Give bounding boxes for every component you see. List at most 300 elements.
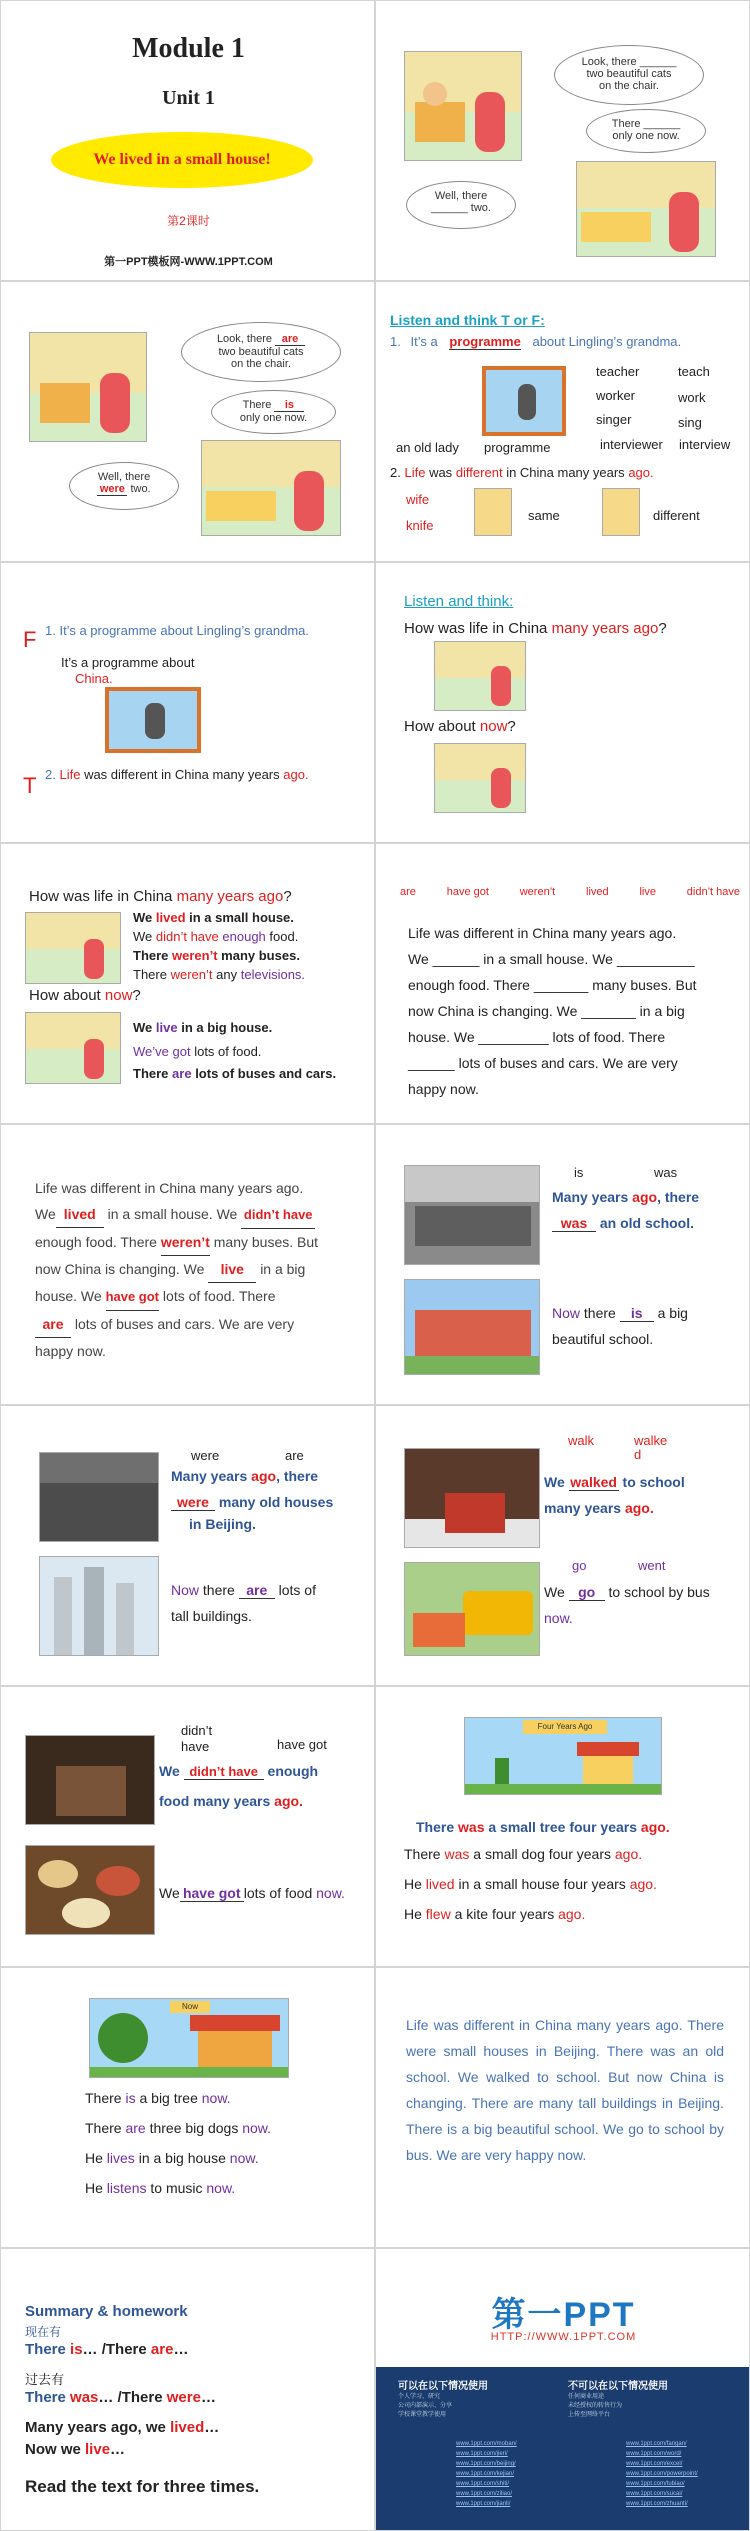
answer-didnt-have-food: didn’t have (184, 1765, 264, 1780)
four-years-picture (464, 1717, 662, 1795)
think-picture-2 (434, 743, 526, 813)
think-pic2-wall (435, 744, 526, 780)
word-bank (400, 886, 740, 898)
allowed-item-1: 个人学习、研究 (398, 2394, 441, 2400)
present-l1-a: There (85, 2090, 122, 2106)
four-years-label: Four Years Ago (537, 1722, 593, 1731)
link-right-1[interactable]: www.1ppt.com/fangan/ (626, 2441, 687, 2447)
summary-cn-2: 过去有 (25, 2372, 65, 2387)
summary-l1-there: There (25, 2341, 66, 2358)
fill-paragraph (408, 920, 733, 1102)
then-l3-c: many buses. (221, 948, 300, 963)
food-line-2 (159, 1793, 303, 1809)
denied-item-3: 上传至网络平台 (568, 2412, 611, 2418)
now-grass (90, 2067, 289, 2078)
then-l4-d: televisions. (240, 967, 306, 982)
answer-line-6a: lots of buses and cars. We are very (74, 1316, 295, 1332)
now-l1-a: We (133, 1020, 153, 1035)
word-didnt-have: didn’t have (181, 1723, 213, 1754)
tf-correction: It’s a programme about (61, 655, 195, 670)
slide-walk-go (375, 1405, 750, 1686)
then-l2-c: enough (222, 929, 266, 944)
school-line-3 (552, 1305, 688, 1322)
think-q1-c: ? (658, 620, 667, 637)
answer-line-3a: enough food. There (35, 1234, 157, 1250)
present-l4-c: to music (150, 2180, 203, 2196)
answer-were-beijing: were (171, 1494, 215, 1511)
present-l2-a: There (85, 2120, 122, 2136)
then-l1-c: in a small house. (189, 910, 294, 925)
summary-l1-e: … (173, 2341, 189, 2358)
word-different: different (653, 508, 700, 523)
tf-tv-picture (105, 687, 201, 753)
beijing-line-3: in Beijing. (189, 1516, 256, 1532)
answer-bubble-2 (211, 390, 336, 434)
answer-line-2b: in a small house. We (107, 1206, 238, 1222)
q2-life: Life (404, 465, 426, 480)
food-l3-we: We (159, 1885, 180, 1901)
cartoon-cat (423, 82, 447, 106)
ago-l2-a: There (404, 1846, 441, 1862)
new-school-ground (405, 1356, 540, 1375)
answer-bubble3-text: two. (130, 483, 151, 495)
think-q2 (404, 718, 516, 735)
word-bank-live: live (639, 886, 656, 898)
beijing-line-2 (171, 1494, 333, 1511)
think-q1-a: How was life in China (404, 620, 548, 637)
ago-l2-ago: ago. (614, 1846, 643, 1862)
school-line-1 (552, 1189, 699, 1205)
usage-allowed-list (398, 2393, 452, 2420)
go-l1-we: We (544, 1584, 565, 1600)
tf-q1: 1. It’s a programme about Lingling’s grandma. (45, 623, 310, 638)
summary-l3-a: Many years ago, we (25, 2419, 166, 2436)
word-bank-didnt-have: didn’t have (686, 886, 740, 898)
module-title: Module 1 (132, 33, 245, 64)
word-are: are (285, 1448, 304, 1463)
tf-q2 (45, 767, 309, 782)
fill-line-5: house. We _________ lots of food. There (408, 1029, 666, 1045)
cartoon-bed (581, 212, 651, 242)
word-were: were (191, 1448, 220, 1463)
now-l2-b: lots of food. (194, 1044, 262, 1059)
link-left-2[interactable]: www.1ppt.com/jieri/ (456, 2451, 508, 2457)
present-line-4 (85, 2180, 235, 2196)
ago-line-3 (404, 1876, 657, 1892)
school-l1-c: , there (657, 1189, 700, 1205)
tower-2 (84, 1567, 104, 1656)
answer-didnt-have: didn’t have (241, 1202, 315, 1229)
food-l1-we: We (159, 1763, 180, 1779)
school-l1-a: Many years (552, 1189, 629, 1205)
present-line-3 (85, 2150, 259, 2166)
then-l1-a: We (133, 910, 153, 925)
summary-l2-c: … /There (98, 2389, 163, 2406)
answer-line-5a: house. We (35, 1288, 102, 1304)
ago-l4-a: He (404, 1906, 422, 1922)
slide-fill-blanks (375, 843, 750, 1124)
teacher-text: teacher (596, 364, 640, 379)
link-left-6[interactable]: www.1ppt.com/ziliao/ (456, 2491, 513, 2497)
slide-tf-answers (0, 562, 375, 843)
answer-bubble1-line1 (192, 333, 330, 346)
slide-fill-answers (0, 1124, 375, 1405)
slide-beijing (0, 1405, 375, 1686)
bubble1-line3: on the chair. (599, 80, 659, 92)
answer-was: was (552, 1215, 596, 1232)
beijing-l1-c: , there (276, 1468, 319, 1484)
tf-q2-life: Life (59, 767, 81, 782)
tv-picture (482, 366, 566, 436)
tv-presenter (518, 384, 536, 420)
allowed-item-2: 公司内部演示、分享 (398, 2403, 453, 2409)
ago-l4-ago: ago. (558, 1906, 586, 1922)
bubble1-line2: two beautiful cats (586, 68, 672, 80)
slide-listen-think (375, 562, 750, 843)
beijing-l4-now: Now (171, 1582, 200, 1598)
now-question (29, 987, 141, 1004)
now-q-a: How about (29, 987, 101, 1004)
link-right-4[interactable]: www.1ppt.com/powerpoint/ (626, 2471, 698, 2477)
word-bank-have-got: have got (446, 886, 489, 898)
walk-l2-ago: ago. (624, 1500, 654, 1516)
now-q-b: now (104, 987, 133, 1004)
answer-bubble1-text: Look, there (216, 333, 272, 345)
ago-l1-a: There (416, 1819, 455, 1835)
usage-denied-list (568, 2393, 622, 2420)
q2-rest: in China many years (506, 465, 625, 480)
word-knife: knife (406, 518, 434, 533)
grandma-picture-2 (602, 488, 640, 536)
beijing-line-1 (171, 1468, 318, 1484)
answer-live: live (208, 1256, 256, 1283)
slide-summary (0, 2248, 375, 2531)
present-l4-now: now. (206, 2180, 236, 2196)
denied-item-1: 任何商业用途 (568, 2394, 605, 2400)
old-school-sky (405, 1166, 540, 1202)
ago-l2-c: a small dog four years (473, 1846, 611, 1862)
ago-l4-c: a kite four years (454, 1906, 555, 1922)
ago-l1-c: a small tree four years (488, 1819, 638, 1835)
new-school-photo (404, 1279, 540, 1375)
answer-bubble1-line2: two beautiful cats (218, 346, 304, 358)
now-picture (25, 1012, 121, 1084)
cartoon-girl-2 (669, 192, 699, 252)
then-pic-wall (26, 913, 121, 949)
link-left-3[interactable]: www.1ppt.com/beijing/ (456, 2461, 516, 2467)
links-left (456, 2439, 517, 2509)
now-l3-a: There (133, 1066, 169, 1081)
unit-title: Unit 1 (162, 87, 215, 109)
answer-line-4 (35, 1256, 335, 1283)
then-l4-b: weren’t (170, 967, 213, 982)
speech-bubble-2 (586, 109, 706, 153)
speech-bubble-1 (554, 45, 704, 105)
present-l1-is: is (125, 2090, 136, 2106)
q2-line (390, 465, 654, 480)
food-line-1 (159, 1763, 318, 1780)
word-have-got: have got (277, 1737, 327, 1752)
bubble2-line1: There ______ (611, 118, 681, 130)
new-food-photo (25, 1845, 155, 1935)
fill-line-4: now China is changing. We _______ in a big (408, 1003, 685, 1019)
q2-was: was (429, 465, 453, 480)
then-q-c: ? (283, 888, 292, 905)
think-pic1-wall (435, 642, 526, 678)
ago-l3-c: in a small house four years (458, 1876, 626, 1892)
ago-l3-ago: ago. (629, 1876, 657, 1892)
beijing-l2-b: many old houses (218, 1494, 334, 1510)
old-beijing-photo (39, 1452, 159, 1542)
usage-denied-heading: 不可以在以下情况使用 (568, 2381, 668, 2392)
answer-line-1: Life was different in China many years ago. (35, 1180, 304, 1196)
slide-food (0, 1686, 375, 1967)
answer-lived: lived (56, 1201, 104, 1228)
word-worker: worker (596, 388, 636, 403)
answer-are-beijing: are (239, 1582, 275, 1599)
slide-full-text (375, 1967, 750, 2248)
summary-line-2 (25, 2389, 216, 2406)
link-right-3[interactable]: www.1ppt.com/excel/ (626, 2461, 683, 2467)
summary-l2-e: … (200, 2389, 216, 2406)
now-l3-c: lots of buses and cars. (195, 1066, 337, 1081)
ago-line-1 (416, 1819, 670, 1835)
present-l2-c: three big dogs (149, 2120, 239, 2136)
answer-line-5 (35, 1283, 335, 1311)
then-l2-d: food. (269, 929, 299, 944)
slide-four-years-ago (375, 1686, 750, 1967)
then-q-a: How was life in China (29, 888, 173, 905)
bubble3-line1: Well, there (434, 190, 488, 202)
school-bus (463, 1591, 533, 1635)
now-l1-c: in a big house. (181, 1020, 273, 1035)
now-label: Now (181, 2002, 198, 2011)
summary-l1-c: … /There (82, 2341, 147, 2358)
small-house (583, 1754, 633, 1788)
now-pic-wall (26, 1013, 121, 1049)
word-interviewer: interviewer (600, 437, 663, 452)
then-pic-girl (84, 939, 104, 979)
cartoon-girl-4 (294, 471, 324, 531)
cartoon-chair-3 (40, 383, 90, 423)
tower-1 (54, 1577, 72, 1656)
link-left-7[interactable]: www.1ppt.com/jianli/ (456, 2501, 511, 2507)
then-l3-b: weren’t (172, 948, 218, 963)
summary-l2-were: were (166, 2389, 201, 2406)
answer-line-2 (35, 1201, 335, 1229)
school-l2-b: an old school. (599, 1215, 695, 1231)
now-l2-a: We’ve got (133, 1044, 191, 1059)
small-tree (495, 1758, 509, 1784)
cartoon-picture-2 (576, 161, 716, 257)
summary-l4-live: live (85, 2441, 111, 2458)
now-pic-girl (84, 1039, 104, 1079)
grandma-picture-1 (474, 488, 512, 536)
site-label: 第一PPT模板网-WWW.1PPT.COM (104, 256, 273, 268)
link-left-1[interactable]: www.1ppt.com/moban/ (456, 2441, 517, 2447)
think-pic2-girl (491, 768, 511, 808)
answer-were: were (97, 483, 127, 496)
think-q2-c: ? (507, 718, 516, 735)
beijing-l4-c: lots of (278, 1582, 316, 1598)
now-line-2 (133, 1044, 261, 1059)
answer-line-4a: now China is changing. We (35, 1261, 205, 1277)
slide-branding (375, 2248, 750, 2531)
summary-heading: Summary & homework (25, 2303, 188, 2320)
summary-l1-is: is (70, 2341, 83, 2358)
go-line-1 (544, 1584, 710, 1601)
summary-line-1 (25, 2341, 188, 2358)
bubble2-line2: only one now. (612, 130, 680, 142)
walk-l1-we: We (544, 1474, 565, 1490)
summary-l4-a: Now we (25, 2441, 81, 2458)
big-house (198, 2029, 272, 2071)
answer-bubble-3 (69, 462, 179, 510)
then-l2-b: didn’t have (155, 929, 219, 944)
present-l2-are: are (125, 2120, 146, 2136)
summary-l3-lived: lived (170, 2419, 205, 2436)
tf-q2-rest: was different in China many years (84, 767, 280, 782)
old-food-people (56, 1766, 126, 1816)
slide-cartoon-blank (375, 0, 750, 281)
beijing-line-5: tall buildings. (171, 1608, 252, 1624)
q2-ago: ago. (628, 465, 654, 480)
link-right-2[interactable]: www.1ppt.com/word/ (626, 2451, 682, 2457)
think-pic1-girl (491, 666, 511, 706)
slide-now-picture (0, 1967, 375, 2248)
present-l3-a: He (85, 2150, 103, 2166)
answer-are-2: are (35, 1311, 71, 1338)
q1-number: 1. (390, 334, 401, 349)
think-q2-b: now (479, 718, 508, 735)
word-bank-werent: weren’t (519, 886, 556, 898)
present-l1-c: a big tree (139, 2090, 198, 2106)
cartoon-chair (415, 102, 465, 142)
present-l3-now: now. (229, 2150, 259, 2166)
word-wife: wife (406, 492, 430, 507)
allowed-item-3: 学校课堂教学使用 (398, 2412, 447, 2418)
answer-line-3 (35, 1229, 335, 1256)
word-go: go (572, 1558, 587, 1573)
bubble1-line1: Look, there ______ (581, 56, 677, 68)
food-l3-now: now. (316, 1885, 345, 1901)
answer-line-5b: lots of food. There (162, 1288, 276, 1304)
new-school-building (415, 1310, 531, 1356)
then-question (29, 888, 292, 905)
word-work: work (678, 390, 706, 405)
now-line-3 (133, 1066, 336, 1081)
walk-kids (445, 1493, 505, 1533)
banner-text: We lived in a small house! (93, 151, 271, 168)
link-right-7[interactable]: www.1ppt.com/zhuanti/ (626, 2501, 688, 2507)
answer-have-got: have got (106, 1284, 159, 1311)
ago-l2-was: was (444, 1846, 470, 1862)
walk-l1-b: to school (622, 1474, 685, 1490)
word-teach: teach (678, 364, 710, 379)
q2-number: 2. (390, 465, 401, 480)
answer-bubble3-line2 (80, 483, 168, 496)
slide-school (375, 1124, 750, 1405)
answer-line-2a: We (35, 1206, 56, 1222)
school-l3-there: there (583, 1305, 616, 1321)
food-l2-ago: ago. (274, 1793, 303, 1809)
fill-line-1: Life was different in China many years ago. (408, 925, 677, 941)
word-teacher (596, 364, 639, 379)
denied-item-2: 未经授权的转售行为 (568, 2403, 623, 2409)
answer-are: are (275, 333, 305, 346)
brand-logo-cn: 第一 (491, 2296, 564, 2334)
lesson-label: 第2课时 (167, 214, 210, 228)
word-sing: sing (678, 415, 702, 430)
present-l1-now: now. (201, 2090, 231, 2106)
bus-kids (413, 1613, 465, 1647)
bus-photo (404, 1562, 540, 1656)
ago-l3-a: He (404, 1876, 422, 1892)
word-programme: programme (484, 440, 551, 455)
food-l1-b: enough (267, 1763, 319, 1779)
false-mark: F (23, 627, 37, 652)
word-went: went (638, 1558, 666, 1573)
answer-paragraph (35, 1175, 335, 1364)
links-right (626, 2439, 698, 2509)
present-line-2 (85, 2120, 271, 2136)
old-school-building (415, 1206, 531, 1246)
school-line-4: beautiful school. (552, 1331, 654, 1347)
then-line-2 (133, 929, 298, 944)
cartoon-girl-3 (100, 373, 130, 433)
ago-l3-lived: lived (425, 1876, 455, 1892)
now-l3-b: are (172, 1066, 192, 1081)
brand-logo (376, 2287, 750, 2336)
fill-line-2: We ______ in a small house. We __________ (408, 951, 695, 967)
dish-3 (62, 1898, 110, 1928)
now-q-c: ? (132, 987, 141, 1004)
beijing-l4-there: there (202, 1582, 235, 1598)
link-right-6[interactable]: www.1ppt.com/sucai/ (626, 2491, 683, 2497)
link-right-5[interactable]: www.1ppt.com/tubiao/ (626, 2481, 685, 2487)
then-line-3 (133, 948, 300, 963)
summary-line-3 (25, 2419, 219, 2436)
q1-answer: programme (449, 334, 521, 349)
think-q2-a: How about (404, 718, 476, 735)
fill-line-7: happy now. (408, 1081, 479, 1097)
word-singer: singer (596, 412, 632, 427)
cartoon-girl (475, 92, 505, 152)
big-house-roof (190, 2015, 280, 2031)
food-line-3 (159, 1885, 345, 1902)
brand-url[interactable]: HTTP://WWW.1PPT.COM (490, 2331, 637, 2343)
beijing-l1-b: ago (251, 1468, 277, 1484)
ago-l1-was: was (458, 1819, 485, 1835)
tf-q2-number: 2. (45, 767, 56, 782)
word-is: is (574, 1165, 584, 1180)
summary-line-4 (25, 2441, 125, 2458)
link-left-4[interactable]: www.1ppt.com/kejian/ (456, 2471, 515, 2477)
answer-bubble2-line2: only one now. (239, 412, 308, 424)
cartoon-picture-1 (404, 51, 522, 161)
fill-line-3: enough food. There _______ many buses. But (408, 977, 697, 993)
bubble3-line2: ______ two. (431, 202, 491, 214)
new-beijing-photo (39, 1556, 159, 1656)
now-line-1 (133, 1020, 272, 1035)
food-l3-b: lots of food (243, 1885, 313, 1901)
link-left-5[interactable]: www.1ppt.com/shiti/ (456, 2481, 510, 2487)
present-l4-listens: listens (106, 2180, 147, 2196)
answer-is-school: is (620, 1305, 654, 1322)
slide-title (0, 0, 375, 281)
answer-line-4b: in a big (260, 1261, 306, 1277)
now-house-picture (89, 1998, 289, 2078)
